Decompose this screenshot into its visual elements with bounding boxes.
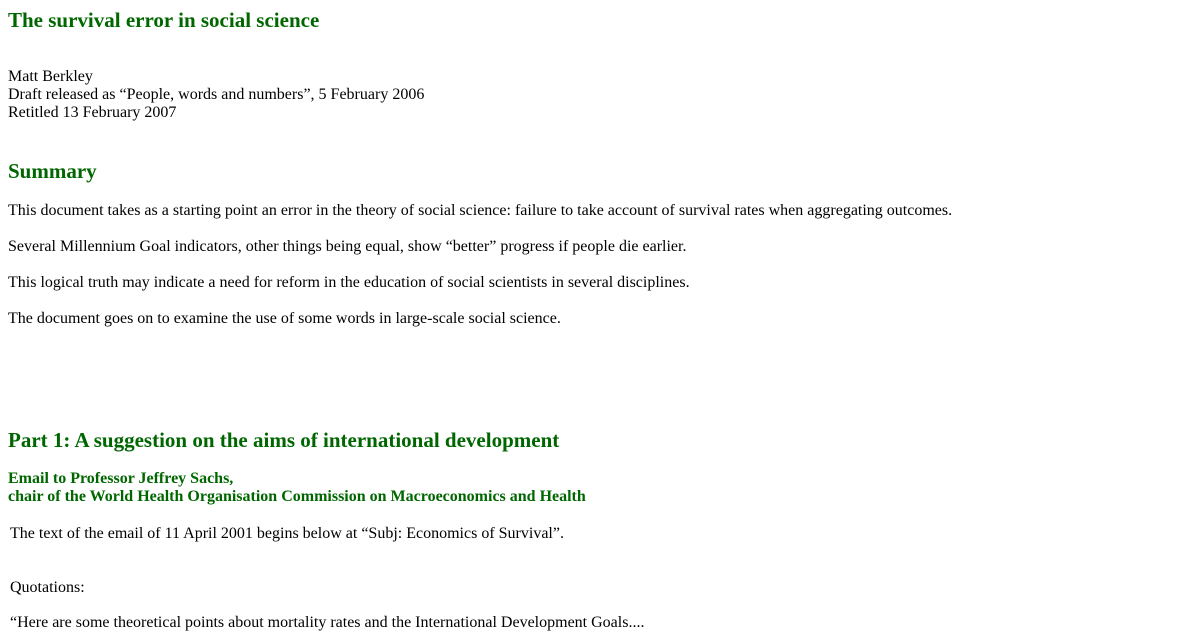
email-heading [8, 470, 586, 506]
summary-paragraph: This logical truth may indicate a need for reform in the education of social scientists in several disciplines. [8, 274, 690, 291]
summary-heading: Summary [8, 159, 97, 183]
document-meta [8, 68, 424, 122]
draft-release-line: Draft released as “People, words and numbers”, 5 February 2006 [8, 86, 425, 103]
author-name: Matt Berkley [8, 68, 93, 85]
document-title: The survival error in social science [8, 8, 320, 32]
retitled-line: Retitled 13 February 2007 [8, 104, 177, 121]
part1-heading: Part 1: A suggestion on the aims of international development [8, 428, 560, 452]
quotation-text: “Here are some theoretical points about mortality rates and the International Development Goals.... [10, 614, 645, 631]
email-intro-text: The text of the email of 11 April 2001 begins below at “Subj: Economics of Survival”. [10, 525, 564, 542]
email-heading-line: chair of the World Health Organisation Commission on Macroeconomics and Health [8, 488, 586, 505]
summary-paragraph: This document takes as a starting point an error in the theory of social science: failure to take account of survival rates when aggregating outcomes. [8, 202, 953, 219]
email-heading-line: Email to Professor Jeffrey Sachs, [8, 470, 234, 487]
summary-paragraph: The document goes on to examine the use of some words in large-scale social science. [8, 310, 561, 327]
summary-paragraph: Several Millennium Goal indicators, other things being equal, show “better” progress if people die earlier. [8, 238, 687, 255]
quotations-label: Quotations: [10, 579, 85, 596]
